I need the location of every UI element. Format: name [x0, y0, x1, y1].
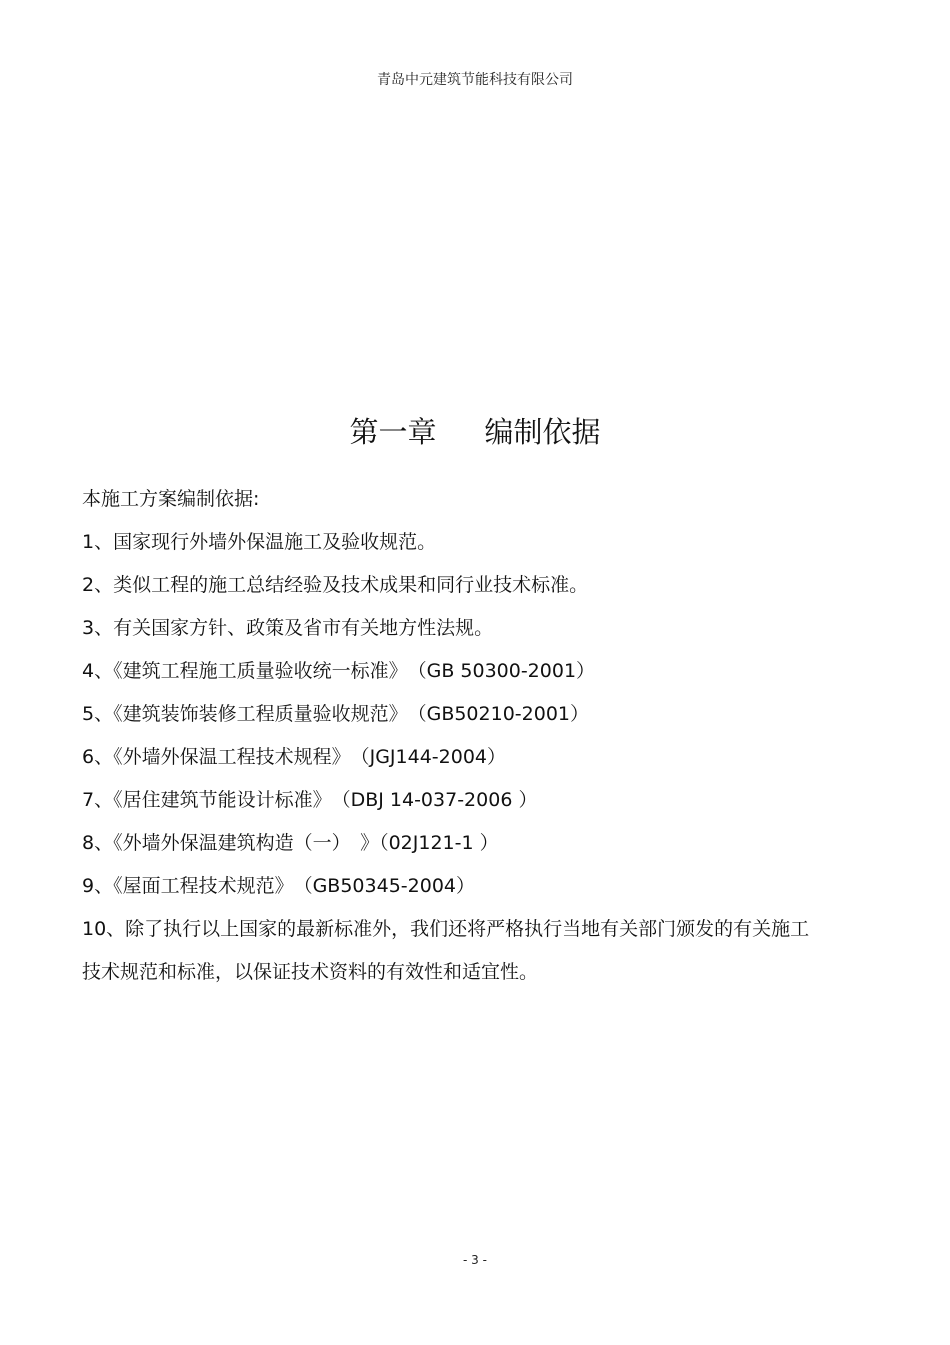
- intro-line: 本施工方案编制依据:: [82, 488, 260, 510]
- list-item-9: 9、《屋面工程技术规范》 （GB50345-2004）: [82, 875, 475, 897]
- company-name: 青岛中元建筑节能科技有限公司: [377, 72, 573, 88]
- chapter-title: 编制依据: [484, 415, 601, 449]
- page-number: - 3 -: [463, 1253, 487, 1267]
- chapter-number: 第一章: [349, 415, 437, 449]
- chapter-heading: [0, 410, 950, 454]
- list-item-3: 3、有关国家方针、政策及省市有关地方性法规。: [82, 617, 494, 639]
- list-item-6: 6、《外墙外保温工程技术规程》 （JGJ144-2004）: [82, 746, 506, 768]
- list-item-1: 1、国家现行外墙外保温施工及验收规范。: [82, 531, 437, 553]
- page-header: [0, 70, 950, 90]
- list-item-8: 8、《外墙外保温建筑构造（一） 》（02J121-1 ）: [82, 832, 499, 854]
- list-item-5: 5、《建筑装饰装修工程质量验收规范》 （GB50210-2001）: [82, 703, 589, 725]
- list-item-7: 7、《居住建筑节能设计标准》 （DBJ 14-037-2006 ）: [82, 789, 538, 811]
- document-body: [82, 478, 872, 994]
- page-footer: [0, 1252, 950, 1268]
- list-item-4: 4、《建筑工程施工质量验收统一标准》 （GB 50300-2001）: [82, 660, 596, 682]
- list-item-2: 2、类似工程的施工总结经验及技术成果和同行业技术标准。: [82, 574, 589, 596]
- list-item-10: 10、除了执行以上国家的最新标准外，我们还将严格执行当地有关部门颁发的有关施工技术规范和标准，以保证技术资料的有效性和适宜性。: [82, 918, 810, 983]
